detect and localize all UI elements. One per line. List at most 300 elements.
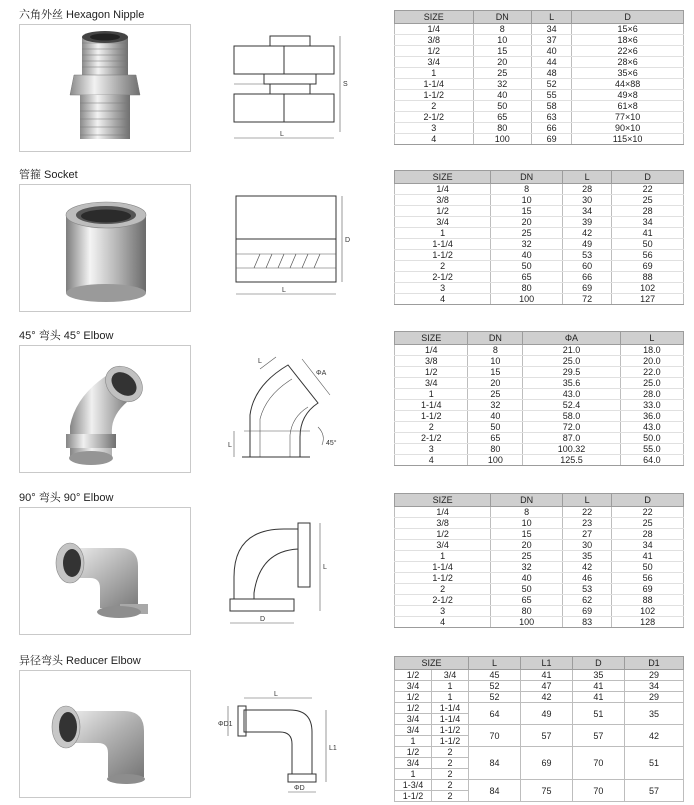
- dimension-label-l: L: [280, 131, 284, 138]
- table-cell: 40: [532, 46, 572, 57]
- table-cell: 10: [468, 356, 523, 367]
- value-cell: 64: [469, 703, 521, 725]
- table-cell: 10: [491, 518, 563, 529]
- product-photo-socket: [19, 184, 191, 312]
- table-cell: 3: [395, 283, 491, 294]
- value-cell: 34: [624, 681, 683, 692]
- table-cell: 1/2: [395, 46, 474, 57]
- table-cell: 100: [491, 617, 563, 628]
- table-cell: 3/8: [395, 518, 491, 529]
- table-row: [395, 747, 684, 758]
- table-row: [395, 444, 684, 455]
- value-cell: 57: [572, 725, 624, 747]
- table-cell: 77×10: [572, 112, 684, 123]
- value-cell: 51: [624, 747, 683, 780]
- section-title: 六角外丝 Hexagon Nipple: [19, 9, 145, 21]
- table-row: [395, 272, 684, 283]
- table-cell: 50: [491, 261, 563, 272]
- table-cell: 1/4: [395, 345, 468, 356]
- table-cell: 4: [395, 134, 474, 145]
- table-cell: 36.0: [620, 411, 683, 422]
- table-cell: 2: [395, 422, 468, 433]
- table-cell: 10: [473, 35, 532, 46]
- value-cell: 51: [572, 703, 624, 725]
- spec-table-hexagon-nipple: [394, 10, 684, 145]
- table-cell: 83: [562, 617, 611, 628]
- technical-drawing-reducer-elbow: [214, 670, 364, 798]
- angle-label-45: 45°: [326, 440, 337, 447]
- table-header-row: [395, 11, 684, 24]
- value-cell: 75: [520, 780, 572, 802]
- table-row: [395, 79, 684, 90]
- table-cell: 25.0: [523, 356, 620, 367]
- table-row: [395, 529, 684, 540]
- table-row: [395, 551, 684, 562]
- table-cell: 32: [491, 239, 563, 250]
- value-cell: 70: [469, 725, 521, 747]
- table-cell: 22.0: [620, 367, 683, 378]
- table-cell: 2-1/2: [395, 433, 468, 444]
- table-cell: 80: [473, 123, 532, 134]
- table-cell: 44×88: [572, 79, 684, 90]
- table-cell: 40: [473, 90, 532, 101]
- table-cell: 65: [473, 112, 532, 123]
- size-cell: 3/4: [432, 670, 469, 681]
- table-cell: 34: [612, 540, 684, 551]
- table-cell: 58.0: [523, 411, 620, 422]
- table-cell: 55.0: [620, 444, 683, 455]
- size-cell: 1/2: [395, 670, 432, 681]
- table-cell: 100: [468, 455, 523, 466]
- table-row: [395, 35, 684, 46]
- column-header: SIZE: [395, 11, 474, 24]
- table-cell: 37: [532, 35, 572, 46]
- table-cell: 100.32: [523, 444, 620, 455]
- table-cell: 8: [473, 24, 532, 35]
- table-cell: 40: [491, 250, 563, 261]
- dimension-label-phi-d1: ΦD1: [218, 721, 233, 728]
- table-cell: 44: [532, 57, 572, 68]
- technical-drawing-90-elbow: [214, 507, 364, 635]
- table-cell: 1-1/2: [395, 250, 491, 261]
- table-row: [395, 725, 684, 736]
- table-row: [395, 184, 684, 195]
- size-cell: 2: [432, 780, 469, 791]
- table-cell: 25: [473, 68, 532, 79]
- table-cell: 69: [562, 606, 611, 617]
- table-cell: 115×10: [572, 134, 684, 145]
- table-header-row: [395, 657, 684, 670]
- section-title: 45° 弯头 45° Elbow: [19, 330, 114, 342]
- table-row: [395, 692, 684, 703]
- table-cell: 1/2: [395, 529, 491, 540]
- value-cell: 52: [469, 692, 521, 703]
- table-row: [395, 345, 684, 356]
- table-cell: 2: [395, 584, 491, 595]
- table-cell: 61×8: [572, 101, 684, 112]
- table-cell: 62: [562, 595, 611, 606]
- table-cell: 1: [395, 68, 474, 79]
- table-cell: 69: [612, 584, 684, 595]
- dimension-label-l1: L1: [329, 745, 337, 752]
- table-row: [395, 90, 684, 101]
- table-cell: 100: [491, 294, 563, 305]
- table-cell: 25: [491, 551, 563, 562]
- table-cell: 56: [612, 250, 684, 261]
- table-cell: 3/4: [395, 217, 491, 228]
- value-cell: 29: [624, 692, 683, 703]
- table-row: [395, 57, 684, 68]
- table-cell: 1-1/4: [395, 239, 491, 250]
- table-cell: 100: [473, 134, 532, 145]
- size-cell: 1-3/4: [395, 780, 432, 791]
- section-reducer-elbow: [0, 652, 694, 805]
- table-cell: 65: [491, 272, 563, 283]
- table-cell: 50: [491, 584, 563, 595]
- table-cell: 2: [395, 101, 474, 112]
- table-cell: 3: [395, 123, 474, 134]
- table-cell: 32: [473, 79, 532, 90]
- table-cell: 53: [562, 584, 611, 595]
- table-cell: 53: [562, 250, 611, 261]
- table-cell: 65: [491, 595, 563, 606]
- table-cell: 40: [491, 573, 563, 584]
- table-cell: 69: [532, 134, 572, 145]
- table-cell: 63: [532, 112, 572, 123]
- table-row: [395, 112, 684, 123]
- table-cell: 35: [562, 551, 611, 562]
- dimension-label-phi-a: ΦA: [316, 370, 327, 377]
- table-cell: 65: [468, 433, 523, 444]
- table-cell: 15: [473, 46, 532, 57]
- size-cell: 1: [395, 769, 432, 780]
- table-cell: 27: [562, 529, 611, 540]
- table-cell: 1/2: [395, 206, 491, 217]
- table-cell: 8: [491, 184, 563, 195]
- table-cell: 88: [612, 272, 684, 283]
- column-header: L: [469, 657, 521, 670]
- column-header: L: [562, 171, 611, 184]
- table-cell: 125.5: [523, 455, 620, 466]
- size-cell: 3/4: [395, 681, 432, 692]
- table-cell: 72: [562, 294, 611, 305]
- table-cell: 102: [612, 283, 684, 294]
- table-cell: 4: [395, 294, 491, 305]
- table-row: [395, 367, 684, 378]
- table-row: [395, 540, 684, 551]
- column-header: L: [532, 11, 572, 24]
- section-90-elbow: [0, 489, 694, 639]
- table-cell: 2-1/2: [395, 112, 474, 123]
- table-cell: 2: [395, 261, 491, 272]
- table-cell: 60: [562, 261, 611, 272]
- table-cell: 39: [562, 217, 611, 228]
- table-cell: 8: [468, 345, 523, 356]
- table-row: [395, 507, 684, 518]
- size-cell: 1-1/4: [432, 703, 469, 714]
- column-header: D: [572, 657, 624, 670]
- size-cell: 1-1/2: [432, 736, 469, 747]
- table-cell: 25: [468, 389, 523, 400]
- value-cell: 70: [572, 747, 624, 780]
- table-row: [395, 400, 684, 411]
- table-cell: 66: [562, 272, 611, 283]
- table-row: [395, 294, 684, 305]
- section-hexagon-nipple: [0, 6, 694, 156]
- table-row: [395, 356, 684, 367]
- table-row: [395, 518, 684, 529]
- table-cell: 10: [491, 195, 563, 206]
- table-cell: 35.6: [523, 378, 620, 389]
- table-row: [395, 378, 684, 389]
- table-cell: 20: [473, 57, 532, 68]
- size-cell: 2: [432, 769, 469, 780]
- table-cell: 22: [612, 184, 684, 195]
- table-cell: 80: [491, 606, 563, 617]
- table-cell: 42: [562, 562, 611, 573]
- table-cell: 3/8: [395, 35, 474, 46]
- size-cell: 2: [432, 747, 469, 758]
- size-cell: 1: [432, 681, 469, 692]
- table-cell: 3/4: [395, 378, 468, 389]
- table-row: [395, 411, 684, 422]
- value-cell: 84: [469, 780, 521, 802]
- table-cell: 28: [612, 206, 684, 217]
- size-cell: 1-1/4: [432, 714, 469, 725]
- column-header: ΦA: [523, 332, 620, 345]
- table-row: [395, 24, 684, 35]
- value-cell: 41: [572, 681, 624, 692]
- technical-drawing-45-elbow: [214, 345, 364, 473]
- table-cell: 49: [562, 239, 611, 250]
- dimension-label-l: L: [323, 564, 327, 571]
- value-cell: 52: [469, 681, 521, 692]
- table-cell: 34: [562, 206, 611, 217]
- table-row: [395, 101, 684, 112]
- table-cell: 34: [612, 217, 684, 228]
- table-cell: 20: [491, 217, 563, 228]
- table-cell: 52.4: [523, 400, 620, 411]
- table-cell: 88: [612, 595, 684, 606]
- table-row: [395, 195, 684, 206]
- table-cell: 127: [612, 294, 684, 305]
- table-cell: 28×6: [572, 57, 684, 68]
- table-row: [395, 703, 684, 714]
- table-cell: 33.0: [620, 400, 683, 411]
- table-cell: 52: [532, 79, 572, 90]
- table-row: [395, 606, 684, 617]
- table-cell: 80: [491, 283, 563, 294]
- value-cell: 49: [520, 703, 572, 725]
- table-row: [395, 134, 684, 145]
- table-cell: 1-1/2: [395, 573, 491, 584]
- value-cell: 41: [520, 670, 572, 681]
- section-title: 90° 弯头 90° Elbow: [19, 492, 114, 504]
- column-header: D: [612, 494, 684, 507]
- table-cell: 1: [395, 551, 491, 562]
- table-cell: 43.0: [620, 422, 683, 433]
- table-cell: 25.0: [620, 378, 683, 389]
- table-cell: 3/8: [395, 356, 468, 367]
- section-title: 异径弯头 Reducer Elbow: [19, 655, 141, 667]
- table-cell: 4: [395, 455, 468, 466]
- table-cell: 30: [562, 195, 611, 206]
- spec-table-90-elbow: [394, 493, 684, 628]
- column-header: DN: [473, 11, 532, 24]
- column-header: SIZE: [395, 332, 468, 345]
- table-cell: 22×6: [572, 46, 684, 57]
- table-cell: 1-1/2: [395, 90, 474, 101]
- table-cell: 41: [612, 551, 684, 562]
- size-cell: 1-1/2: [432, 725, 469, 736]
- table-cell: 50: [612, 562, 684, 573]
- table-cell: 20.0: [620, 356, 683, 367]
- table-cell: 66: [532, 123, 572, 134]
- value-cell: 69: [520, 747, 572, 780]
- column-header: D: [572, 11, 684, 24]
- table-cell: 23: [562, 518, 611, 529]
- size-cell: 1: [395, 736, 432, 747]
- table-cell: 20: [491, 540, 563, 551]
- size-cell: 3/4: [395, 714, 432, 725]
- table-row: [395, 780, 684, 791]
- column-header: SIZE: [395, 171, 491, 184]
- table-cell: 80: [468, 444, 523, 455]
- table-cell: 42: [562, 228, 611, 239]
- value-cell: 47: [520, 681, 572, 692]
- table-cell: 2-1/2: [395, 595, 491, 606]
- table-cell: 34: [532, 24, 572, 35]
- value-cell: 42: [624, 725, 683, 747]
- product-photo-reducer-elbow: [19, 670, 191, 798]
- column-header: DN: [491, 171, 563, 184]
- size-cell: 1/2: [395, 703, 432, 714]
- table-cell: 1: [395, 228, 491, 239]
- table-cell: 3/4: [395, 57, 474, 68]
- table-row: [395, 250, 684, 261]
- product-photo-hexagon-nipple: [19, 24, 191, 152]
- size-cell: 3/4: [395, 758, 432, 769]
- product-photo-45-elbow: [19, 345, 191, 473]
- table-row: [395, 217, 684, 228]
- table-cell: 22: [562, 507, 611, 518]
- table-cell: 3/8: [395, 195, 491, 206]
- table-cell: 35×6: [572, 68, 684, 79]
- table-cell: 50.0: [620, 433, 683, 444]
- table-cell: 8: [491, 507, 563, 518]
- spec-table-reducer-elbow: [394, 656, 684, 802]
- table-cell: 18.0: [620, 345, 683, 356]
- table-row: [395, 433, 684, 444]
- table-row: [395, 584, 684, 595]
- table-header-row: [395, 494, 684, 507]
- table-cell: 28: [562, 184, 611, 195]
- table-cell: 3: [395, 444, 468, 455]
- table-row: [395, 228, 684, 239]
- value-cell: 29: [624, 670, 683, 681]
- dimension-label-l-2: L: [258, 358, 262, 365]
- table-row: [395, 68, 684, 79]
- table-cell: 55: [532, 90, 572, 101]
- value-cell: 42: [520, 692, 572, 703]
- spec-table-socket: [394, 170, 684, 305]
- size-cell: 1/2: [395, 747, 432, 758]
- table-row: [395, 617, 684, 628]
- table-cell: 21.0: [523, 345, 620, 356]
- table-cell: 3: [395, 606, 491, 617]
- table-row: [395, 389, 684, 400]
- size-cell: 2: [432, 758, 469, 769]
- table-cell: 46: [562, 573, 611, 584]
- table-cell: 87.0: [523, 433, 620, 444]
- table-cell: 15: [468, 367, 523, 378]
- table-cell: 1-1/4: [395, 79, 474, 90]
- size-cell: 1/2: [395, 692, 432, 703]
- value-cell: 35: [624, 703, 683, 725]
- table-cell: 1/4: [395, 184, 491, 195]
- table-cell: 49×8: [572, 90, 684, 101]
- technical-drawing-hexagon-nipple: [214, 24, 364, 152]
- table-row: [395, 206, 684, 217]
- value-cell: 35: [572, 670, 624, 681]
- table-cell: 50: [468, 422, 523, 433]
- table-cell: 29.5: [523, 367, 620, 378]
- table-cell: 15×6: [572, 24, 684, 35]
- table-cell: 50: [612, 239, 684, 250]
- table-row: [395, 681, 684, 692]
- table-cell: 1/2: [395, 367, 468, 378]
- table-row: [395, 573, 684, 584]
- table-cell: 48: [532, 68, 572, 79]
- table-cell: 43.0: [523, 389, 620, 400]
- table-cell: 50: [473, 101, 532, 112]
- table-cell: 64.0: [620, 455, 683, 466]
- table-header-row: [395, 332, 684, 345]
- size-cell: 1-1/2: [395, 791, 432, 802]
- table-cell: 15: [491, 206, 563, 217]
- size-cell: 2: [432, 791, 469, 802]
- table-cell: 56: [612, 573, 684, 584]
- table-cell: 1/4: [395, 507, 491, 518]
- value-cell: 57: [624, 780, 683, 802]
- table-cell: 1: [395, 389, 468, 400]
- table-cell: 25: [612, 518, 684, 529]
- column-header: DN: [491, 494, 563, 507]
- table-cell: 128: [612, 617, 684, 628]
- table-cell: 25: [491, 228, 563, 239]
- table-cell: 18×6: [572, 35, 684, 46]
- table-row: [395, 283, 684, 294]
- column-header: L: [562, 494, 611, 507]
- section-title: 管箍 Socket: [19, 169, 78, 181]
- column-header: L: [620, 332, 683, 345]
- value-cell: 70: [572, 780, 624, 802]
- table-cell: 3/4: [395, 540, 491, 551]
- table-row: [395, 595, 684, 606]
- table-row: [395, 123, 684, 134]
- value-cell: 84: [469, 747, 521, 780]
- spec-table-45-elbow: [394, 331, 684, 466]
- column-header: D: [612, 171, 684, 184]
- value-cell: 41: [572, 692, 624, 703]
- technical-drawing-socket: [214, 184, 364, 312]
- dimension-label-d: D: [345, 237, 351, 244]
- table-row: [395, 261, 684, 272]
- table-cell: 22: [612, 507, 684, 518]
- table-cell: 1-1/2: [395, 411, 468, 422]
- table-row: [395, 455, 684, 466]
- dimension-label-d: D: [260, 616, 266, 623]
